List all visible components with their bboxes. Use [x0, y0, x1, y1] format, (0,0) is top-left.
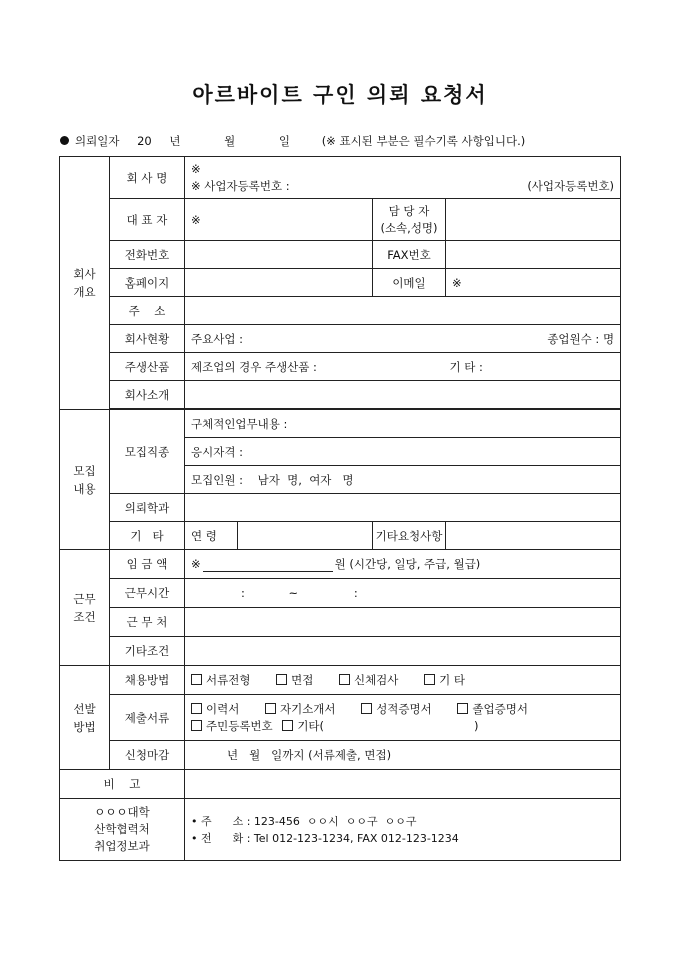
request-date-label: 의뢰일자	[75, 134, 120, 148]
address-field[interactable]	[185, 297, 621, 325]
checkbox-icon[interactable]	[191, 674, 202, 685]
phone-label: 전화번호	[110, 241, 185, 269]
contact-field[interactable]	[446, 199, 621, 241]
main-product-label: 주생산품	[110, 353, 185, 381]
doc-other[interactable]: 기타(	[282, 719, 324, 733]
checkbox-icon[interactable]	[265, 703, 276, 714]
wage-field[interactable]: ※ 원 (시간당, 일당, 주급, 월급)	[185, 550, 621, 579]
company-intro-field[interactable]	[185, 381, 621, 409]
submit-docs-label: 제출서류	[110, 695, 185, 741]
major-label: 의뢰학과	[110, 494, 185, 522]
other-conditions-field[interactable]	[185, 637, 621, 666]
checkbox-icon[interactable]	[424, 674, 435, 685]
work-hours-field[interactable]: : ~ :	[185, 579, 621, 608]
checkbox-icon[interactable]	[339, 674, 350, 685]
recruit-count-field[interactable]: 모집인원 : 남자 명, 여자 명	[185, 466, 621, 494]
company-status-field[interactable]	[185, 325, 621, 353]
employee-count-label: 종업원수 : 명	[547, 331, 615, 346]
checkbox-icon[interactable]	[191, 703, 202, 714]
email-field[interactable]: ※	[446, 269, 621, 297]
main-product-text: 제조업의 경우 주생산품 :	[191, 359, 317, 374]
option-document[interactable]: 서류전형	[191, 673, 250, 687]
work-hours-label: 근무시간	[110, 579, 185, 608]
request-date-line	[60, 133, 525, 149]
remarks-label: 비 고	[60, 770, 185, 799]
business-reg-suffix: (사업자등록번호)	[527, 178, 615, 193]
doc-resident-number[interactable]: 주민등록번호	[191, 719, 273, 733]
ceo-label: 대 표 자	[110, 199, 185, 241]
year-prefix: 20	[137, 134, 152, 148]
hiring-method-options	[185, 666, 621, 695]
qualification-field[interactable]: 응시자격 :	[185, 438, 621, 466]
age-field[interactable]	[238, 522, 373, 550]
section-selection: 선발 방법	[60, 666, 110, 770]
required-note: (※ 표시된 부분은 필수기록 사항입니다.)	[321, 134, 526, 148]
option-physical[interactable]: 신체검사	[339, 673, 398, 687]
office-phone: • 전 화 : Tel 012-123-1234, FAX 012-123-1234	[191, 831, 459, 845]
company-status-label: 회사현황	[110, 325, 185, 353]
submit-docs-options: 이력서 자기소개서 성적증명서 졸업증명서 주민등록번호 기타( )	[185, 695, 621, 741]
university-office: ㅇㅇㅇ대학 산학협력처 취업정보과	[60, 799, 185, 861]
deadline-field[interactable]: 년 월 일까지 (서류제출, 면접)	[185, 741, 621, 770]
checkbox-icon[interactable]	[361, 703, 372, 714]
homepage-field[interactable]	[185, 269, 373, 297]
product-other-label: 기 타 :	[449, 359, 483, 374]
section-work: 근무 조건	[60, 550, 110, 666]
recruit-etc-label: 기 타	[110, 522, 185, 550]
homepage-label: 홈페이지	[110, 269, 185, 297]
address-label: 주 소	[110, 297, 185, 325]
bullet-icon	[60, 136, 69, 145]
section-company: 회사 개요	[60, 157, 110, 410]
doc-resume[interactable]: 이력서	[191, 702, 239, 716]
year-label: 년	[169, 134, 181, 148]
company-name-label: 회 사 명	[110, 157, 185, 199]
other-request-label: 기타요청사항	[373, 522, 446, 550]
office-address: • 주 소 : 123-456 ㅇㅇ시 ㅇㅇ구 ㅇㅇ구	[191, 814, 417, 828]
workplace-field[interactable]	[185, 608, 621, 637]
wage-label: 임 금 액	[110, 550, 185, 579]
major-field[interactable]	[185, 494, 621, 522]
main-product-field[interactable]	[185, 353, 621, 381]
deadline-label: 신청마감	[110, 741, 185, 770]
request-form-table	[59, 156, 621, 861]
fax-label: FAX번호	[373, 241, 446, 269]
ceo-field[interactable]: ※	[185, 199, 373, 241]
business-reg-label: ※ 사업자등록번호 :	[191, 178, 290, 193]
option-other[interactable]: 기 타	[424, 673, 465, 687]
option-interview[interactable]: 면접	[276, 673, 313, 687]
company-intro-label: 회사소개	[110, 381, 185, 409]
section-recruit: 모집 내용	[60, 410, 110, 550]
remarks-field[interactable]	[185, 770, 621, 799]
day-label: 일	[278, 134, 291, 148]
main-business-label: 주요사업 :	[191, 331, 243, 346]
doc-self-intro[interactable]: 자기소개서	[265, 702, 336, 716]
checkbox-icon[interactable]	[457, 703, 468, 714]
doc-graduation[interactable]: 졸업증명서	[457, 702, 528, 716]
checkbox-icon[interactable]	[276, 674, 287, 685]
company-name-field[interactable]	[185, 157, 621, 199]
checkbox-icon[interactable]	[191, 720, 202, 731]
workplace-label: 근 무 처	[110, 608, 185, 637]
contact-label: 담 당 자 (소속,성명)	[373, 199, 446, 241]
wage-suffix: 원 (시간당, 일당, 주급, 월급)	[334, 557, 481, 571]
month-label: 월	[224, 134, 236, 148]
other-conditions-label: 기타조건	[110, 637, 185, 666]
page-title: 아르바이트 구인 의뢰 요청서	[192, 82, 488, 107]
job-type-label: 모집직종	[110, 410, 185, 494]
doc-transcript[interactable]: 성적증명서	[361, 702, 432, 716]
required-mark: ※	[191, 161, 201, 176]
fax-field[interactable]	[446, 241, 621, 269]
age-label: 연 령	[185, 522, 238, 550]
hiring-method-label: 채용방법	[110, 666, 185, 695]
other-request-field[interactable]	[446, 522, 621, 550]
phone-field[interactable]	[185, 241, 373, 269]
email-label: 이메일	[373, 269, 446, 297]
job-detail-field[interactable]: 구체적인업무내용 :	[185, 410, 621, 438]
office-contact	[185, 799, 621, 861]
wage-blank[interactable]	[203, 559, 333, 572]
checkbox-icon[interactable]	[282, 720, 293, 731]
